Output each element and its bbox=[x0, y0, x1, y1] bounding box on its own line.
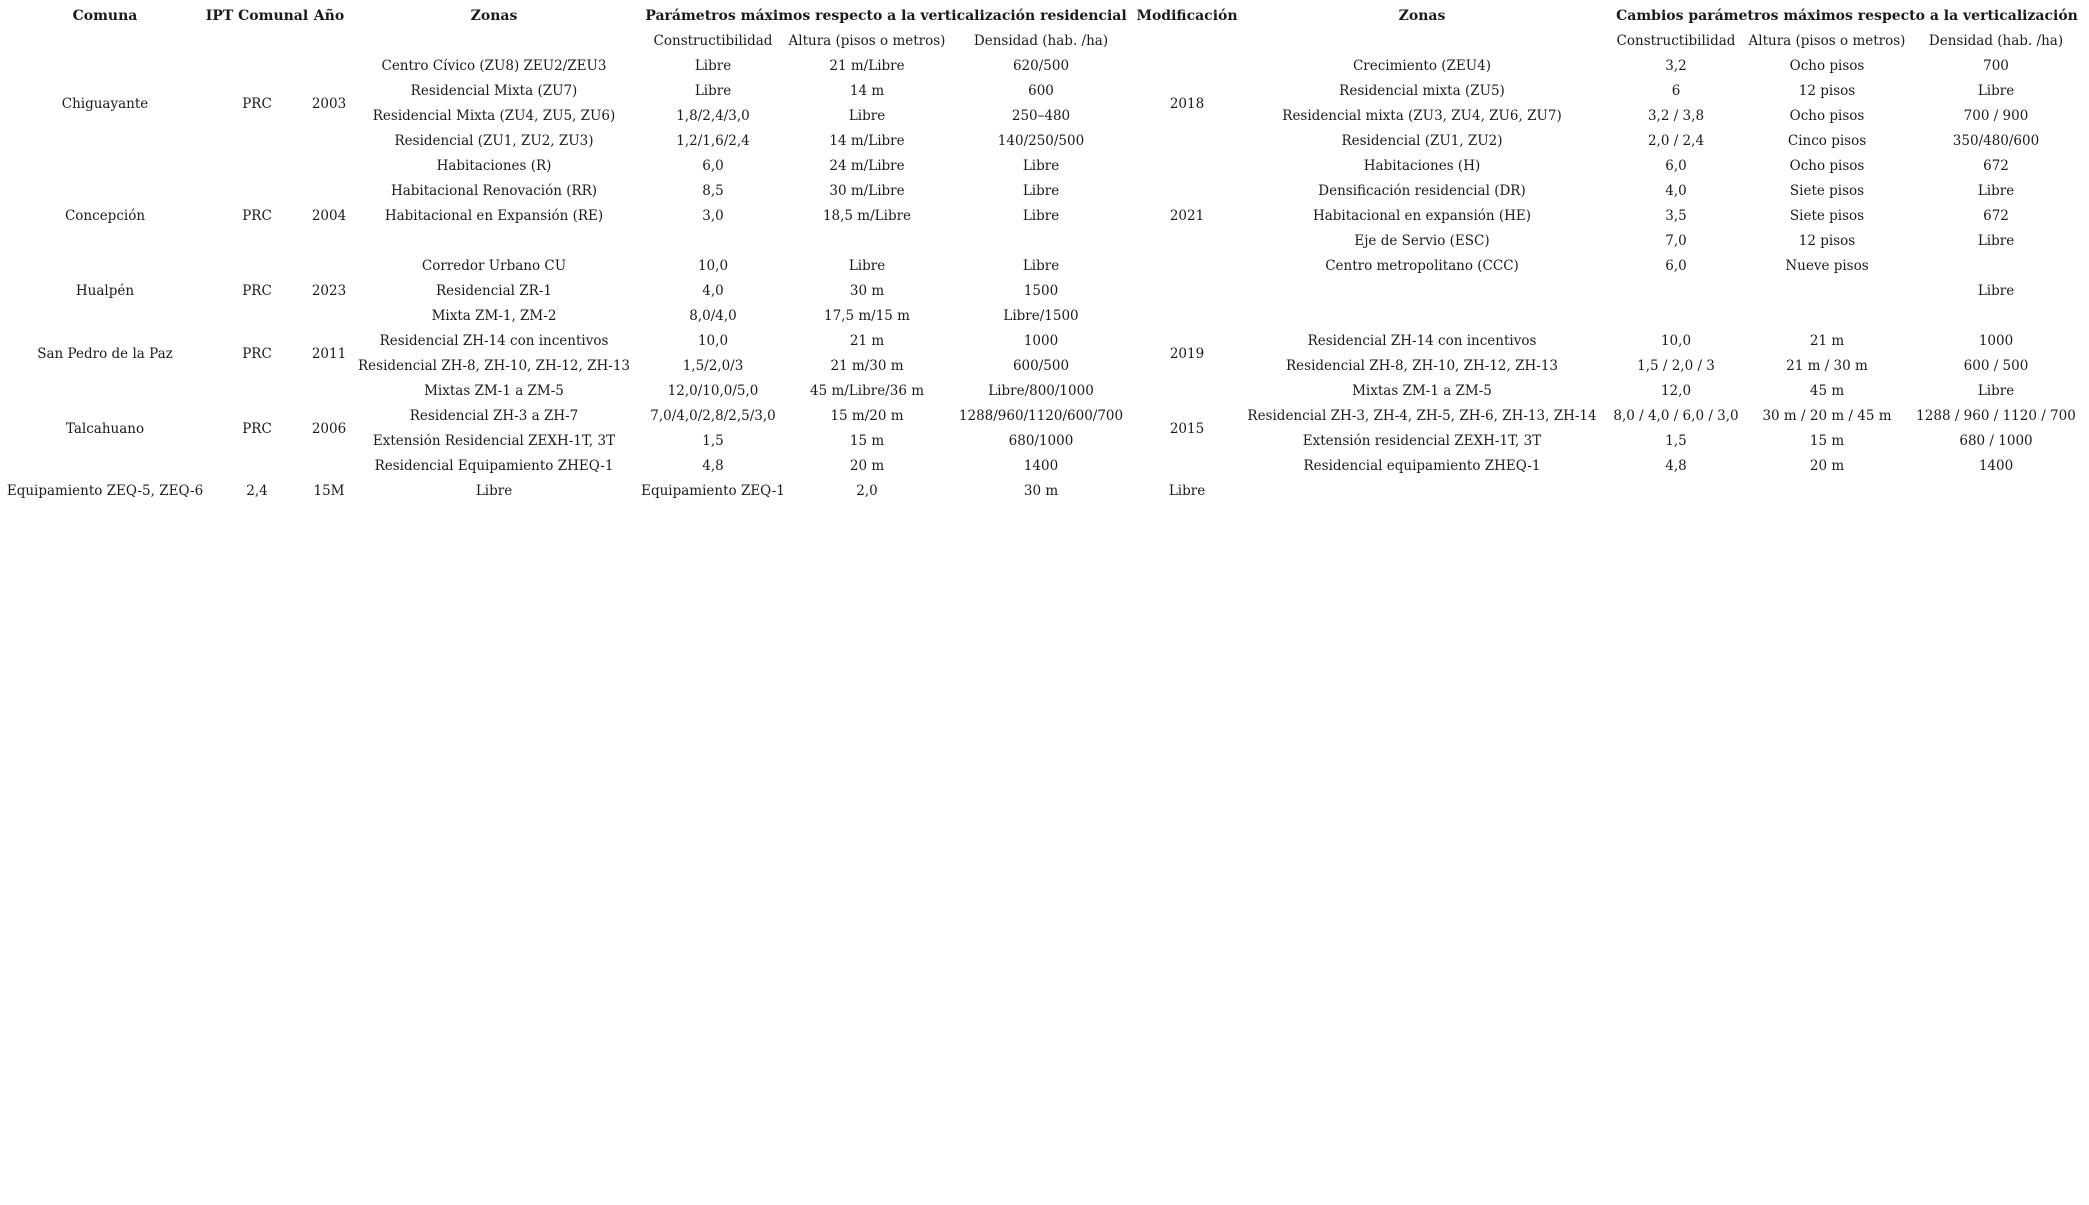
table-cell-zona: Residencial (ZU1, ZU2, ZU3) bbox=[394, 133, 594, 149]
subheader-alt: Altura (pisos o metros) bbox=[788, 33, 946, 49]
table-cell-zona-mod: Habitaciones (H) bbox=[1363, 158, 1481, 174]
table-cell-cons-mod: 1,5 / 2,0 / 3 bbox=[1637, 358, 1715, 374]
table-cell-dens-mod: 700 / 900 bbox=[1963, 108, 2029, 124]
table-cell-alt-mod: Cinco pisos bbox=[1787, 133, 1867, 149]
table-cell-cons-mod: 10,0 bbox=[1660, 333, 1692, 349]
table-cell-dens-mod: Libre bbox=[1977, 233, 2015, 249]
table-cell-dens: 680/1000 bbox=[1008, 433, 1074, 449]
last-row-cell: Libre bbox=[1168, 483, 1206, 499]
table-cell-alt: 14 m bbox=[849, 83, 885, 99]
table-cell-alt-mod: 15 m bbox=[1809, 433, 1845, 449]
table-cell-cons: 6,0 bbox=[702, 158, 724, 174]
anio-cell: 2004 bbox=[311, 208, 347, 224]
subheader-cons-mod: Constructibilidad bbox=[1616, 33, 1736, 49]
table-cell-dens: Libre bbox=[1022, 158, 1060, 174]
table-cell-cons: 1,5/2,0/3 bbox=[682, 358, 744, 374]
table-cell-cons: 12,0/10,0/5,0 bbox=[667, 383, 759, 399]
table-cell-zona-mod: Habitacional en expansión (HE) bbox=[1312, 208, 1532, 224]
header-cambios-group: Cambios parámetros máximos respecto a la verticalización bbox=[1616, 8, 2078, 24]
table-cell-zona: Residencial ZH-14 con incentivos bbox=[379, 333, 609, 349]
table-cell-zona-mod: Crecimiento (ZEU4) bbox=[1352, 58, 1492, 74]
table-cell-cons: 8,5 bbox=[702, 183, 724, 199]
table-cell-cons-mod: 3,5 bbox=[1665, 208, 1687, 224]
table-cell-alt: 18,5 m/Libre bbox=[822, 208, 912, 224]
table-cell-zona: Residencial Mixta (ZU7) bbox=[410, 83, 578, 99]
table-cell-dens: Libre/800/1000 bbox=[988, 383, 1094, 399]
table-cell-dens-mod: Libre bbox=[1977, 83, 2015, 99]
table-cell-zona-mod: Residencial equipamiento ZHEQ-1 bbox=[1303, 458, 1541, 474]
ipt-cell: PRC bbox=[242, 95, 272, 112]
last-row-cell: Libre bbox=[475, 483, 513, 499]
table-cell-dens: 600/500 bbox=[1012, 358, 1070, 374]
header-zonas: Zonas bbox=[470, 8, 518, 24]
table-cell-zona-mod: Residencial ZH-8, ZH-10, ZH-12, ZH-13 bbox=[1286, 358, 1558, 374]
last-row-cell: 2,4 bbox=[246, 483, 268, 499]
modificacion-cell: 2019 bbox=[1169, 345, 1205, 362]
table-cell-alt: 21 m/Libre bbox=[829, 58, 905, 74]
table-cell-cons-mod: 3,2 bbox=[1665, 58, 1687, 74]
table-cell-cons-mod: 3,2 / 3,8 bbox=[1647, 108, 1705, 124]
ipt-cell: PRC bbox=[242, 208, 272, 224]
last-row-cell: Equipamiento ZEQ-1 bbox=[641, 483, 785, 499]
table-cell-zona-mod: Residencial ZH-14 con incentivos bbox=[1307, 333, 1537, 349]
comuna-cell: San Pedro de la Paz bbox=[37, 345, 173, 362]
table-cell-cons: 4,0 bbox=[702, 283, 724, 299]
table-cell-zona: Residencial ZH-3 a ZH-7 bbox=[409, 408, 579, 424]
comuna-cell: Talcahuano bbox=[65, 420, 145, 437]
header-ipt-comunal: IPT Comunal bbox=[205, 8, 309, 24]
table-cell-cons: 10,0 bbox=[697, 333, 729, 349]
table-cell-alt-mod: 12 pisos bbox=[1798, 233, 1856, 249]
last-row-cell: 30 m bbox=[1023, 483, 1059, 499]
table-cell-dens: 1000 bbox=[1023, 333, 1059, 349]
table-cell-dens: 250–480 bbox=[1011, 108, 1071, 124]
table-cell-dens-mod: 350/480/600 bbox=[1952, 133, 2040, 149]
table-cell-zona-mod: Mixtas ZM-1 a ZM-5 bbox=[1352, 383, 1492, 399]
table-cell-dens-mod: 672 bbox=[1983, 158, 2009, 174]
table-cell-dens: 600 bbox=[1028, 83, 1054, 99]
anio-cell: 2011 bbox=[311, 345, 347, 362]
anio-cell: 2003 bbox=[311, 95, 347, 112]
table-cell-dens-mod: 1400 bbox=[1978, 458, 2014, 474]
subheader-cons: Constructibilidad bbox=[653, 33, 773, 49]
last-row-cell: Equipamiento ZEQ-5, ZEQ-6 bbox=[6, 483, 204, 499]
table-cell-dens: 1400 bbox=[1023, 458, 1059, 474]
table-cell-dens: 1500 bbox=[1023, 283, 1059, 299]
header-zonas-mod: Zonas bbox=[1398, 8, 1446, 24]
table-cell-cons-mod: 8,0 / 4,0 / 6,0 / 3,0 bbox=[1613, 408, 1739, 424]
table-cell-cons: 7,0/4,0/2,8/2,5/3,0 bbox=[650, 408, 776, 424]
table-cell-cons-mod: 4,8 bbox=[1665, 458, 1687, 474]
ipt-cell: PRC bbox=[242, 283, 272, 299]
anio-cell: 2006 bbox=[311, 420, 347, 437]
table-cell-alt: 17,5 m/15 m bbox=[824, 308, 910, 324]
table-cell-dens-mod: Libre bbox=[1977, 283, 2015, 299]
table-cell-alt-mod: Ocho pisos bbox=[1789, 58, 1865, 74]
table-cell-alt-mod: Ocho pisos bbox=[1789, 108, 1865, 124]
table-cell-cons-mod: 4,0 bbox=[1665, 183, 1687, 199]
table-cell-alt: 30 m bbox=[849, 283, 885, 299]
table-cell-alt-mod: 20 m bbox=[1809, 458, 1845, 474]
table-cell-zona: Residencial ZH-8, ZH-10, ZH-12, ZH-13 bbox=[358, 358, 630, 374]
table-cell-zona: Corredor Urbano CU bbox=[421, 258, 567, 274]
table-cell-cons: 4,8 bbox=[702, 458, 724, 474]
table-cell-zona: Residencial Mixta (ZU4, ZU5, ZU6) bbox=[372, 108, 616, 124]
table-cell-dens-mod: 1288 / 960 / 1120 / 700 bbox=[1916, 408, 2076, 424]
table-cell-alt: 15 m/20 m bbox=[830, 408, 904, 424]
subheader-dens: Densidad (hab. /ha) bbox=[973, 33, 1109, 49]
table-cell-cons-mod: 7,0 bbox=[1665, 233, 1687, 249]
table-cell-alt-mod: 45 m bbox=[1809, 383, 1845, 399]
table-cell-dens: Libre bbox=[1022, 208, 1060, 224]
table-cell-zona-mod: Densificación residencial (DR) bbox=[1318, 183, 1526, 199]
table-cell-zona: Habitacional en Expansión (RE) bbox=[384, 208, 604, 224]
table-cell-alt-mod: Siete pisos bbox=[1789, 183, 1865, 199]
table-cell-dens: Libre bbox=[1022, 183, 1060, 199]
table-cell-alt: Libre bbox=[848, 258, 886, 274]
table-cell-alt-mod: 21 m / 30 m bbox=[1786, 358, 1868, 374]
header-anio: Año bbox=[313, 8, 345, 24]
table-cell-zona: Centro Cívico (ZU8) ZEU2/ZEU3 bbox=[381, 58, 607, 74]
table-cell-zona: Mixtas ZM-1 a ZM-5 bbox=[424, 383, 564, 399]
comuna-cell: Chiguayante bbox=[61, 95, 149, 112]
anio-cell: 2023 bbox=[311, 283, 347, 299]
table-cell-alt: 21 m/30 m bbox=[830, 358, 904, 374]
table-cell-dens: 1288/960/1120/600/700 bbox=[958, 408, 1124, 424]
subheader-alt-mod: Altura (pisos o metros) bbox=[1748, 33, 1906, 49]
table-cell-dens: Libre bbox=[1022, 258, 1060, 274]
table-cell-cons-mod: 2,0 / 2,4 bbox=[1647, 133, 1705, 149]
table-cell-cons: 10,0 bbox=[697, 258, 729, 274]
table-cell-alt: 21 m bbox=[849, 333, 885, 349]
table-cell-zona-mod: Residencial mixta (ZU3, ZU4, ZU6, ZU7) bbox=[1282, 108, 1562, 124]
table-cell-dens: 140/250/500 bbox=[997, 133, 1085, 149]
subheader-dens-mod: Densidad (hab. /ha) bbox=[1928, 33, 2064, 49]
table-cell-zona: Extensión Residencial ZEXH-1T, 3T bbox=[372, 433, 616, 449]
modificacion-cell: 2021 bbox=[1169, 208, 1205, 224]
comuna-cell: Concepción bbox=[64, 208, 146, 224]
table-cell-alt: 24 m/Libre bbox=[829, 158, 905, 174]
table-cell-alt: 14 m/Libre bbox=[829, 133, 905, 149]
table-cell-dens: Libre/1500 bbox=[1003, 308, 1079, 324]
table-cell-alt-mod: Nueve pisos bbox=[1785, 258, 1869, 274]
table-cell-cons: Libre bbox=[694, 58, 732, 74]
table-cell-cons-mod: 12,0 bbox=[1660, 383, 1692, 399]
table-cell-dens-mod: 672 bbox=[1983, 208, 2009, 224]
modificacion-cell: 2015 bbox=[1169, 420, 1205, 437]
table-cell-alt-mod: Ocho pisos bbox=[1789, 158, 1865, 174]
table-cell-alt: Libre bbox=[848, 108, 886, 124]
table-cell-zona: Mixta ZM-1, ZM-2 bbox=[431, 308, 557, 324]
table-cell-cons: 1,2/1,6/2,4 bbox=[676, 133, 750, 149]
table-cell-zona: Habitaciones (R) bbox=[436, 158, 552, 174]
table-cell-alt: 45 m/Libre/36 m bbox=[809, 383, 925, 399]
table-cell-zona-mod: Centro metropolitano (CCC) bbox=[1325, 258, 1519, 274]
table-cell-zona-mod: Extensión residencial ZEXH-1T, 3T bbox=[1302, 433, 1542, 449]
table-cell-zona-mod: Residencial (ZU1, ZU2) bbox=[1341, 133, 1503, 149]
table-cell-alt-mod: Siete pisos bbox=[1789, 208, 1865, 224]
table-cell-alt-mod: 12 pisos bbox=[1798, 83, 1856, 99]
last-row-cell: 15M bbox=[313, 483, 345, 499]
table-cell-alt: 30 m/Libre bbox=[829, 183, 905, 199]
table-cell-cons: 8,0/4,0 bbox=[689, 308, 737, 324]
table-cell-cons: 1,5 bbox=[702, 433, 724, 449]
table-cell-cons: 1,8/2,4/3,0 bbox=[676, 108, 750, 124]
table-cell-zona: Habitacional Renovación (RR) bbox=[390, 183, 598, 199]
table-cell-cons-mod: 6,0 bbox=[1665, 258, 1687, 274]
table-cell-alt-mod: 30 m / 20 m / 45 m bbox=[1762, 408, 1892, 424]
table-cell-dens-mod: 1000 bbox=[1978, 333, 2014, 349]
comuna-cell: Hualpén bbox=[75, 283, 135, 299]
table-cell-dens-mod: 600 / 500 bbox=[1963, 358, 2029, 374]
last-row-cell: 2,0 bbox=[856, 483, 878, 499]
table-cell-cons: 3,0 bbox=[702, 208, 724, 224]
table-cell-dens-mod: Libre bbox=[1977, 183, 2015, 199]
table-cell-dens-mod: Libre bbox=[1977, 383, 2015, 399]
ipt-cell: PRC bbox=[242, 345, 272, 362]
table-cell-zona-mod: Eje de Servio (ESC) bbox=[1354, 233, 1490, 249]
table-cell-cons: Libre bbox=[694, 83, 732, 99]
header-parametros-group: Parámetros máximos respecto a la verticalización residencial bbox=[645, 8, 1127, 24]
table-cell-cons-mod: 1,5 bbox=[1665, 433, 1687, 449]
header-comuna: Comuna bbox=[72, 8, 138, 24]
table-cell-zona: Residencial ZR-1 bbox=[436, 283, 552, 299]
table-cell-alt: 20 m bbox=[849, 458, 885, 474]
table-cell-alt-mod: 21 m bbox=[1809, 333, 1845, 349]
table-cell-zona-mod: Residencial mixta (ZU5) bbox=[1339, 83, 1505, 99]
table-cell-zona-mod: Residencial ZH-3, ZH-4, ZH-5, ZH-6, ZH-13, ZH-14 bbox=[1247, 408, 1597, 424]
table-cell-alt: 15 m bbox=[849, 433, 885, 449]
modificacion-cell: 2018 bbox=[1169, 95, 1205, 112]
table-cell-dens-mod: 700 bbox=[1983, 58, 2009, 74]
ipt-cell: PRC bbox=[242, 420, 272, 437]
table-cell-cons-mod: 6 bbox=[1671, 83, 1681, 99]
table-cell-zona: Residencial Equipamiento ZHEQ-1 bbox=[374, 458, 614, 474]
table-cell-cons-mod: 6,0 bbox=[1665, 158, 1687, 174]
header-modificacion: Modificación bbox=[1136, 8, 1238, 24]
table-cell-dens-mod: 680 / 1000 bbox=[1959, 433, 2033, 449]
table-cell-dens: 620/500 bbox=[1012, 58, 1070, 74]
